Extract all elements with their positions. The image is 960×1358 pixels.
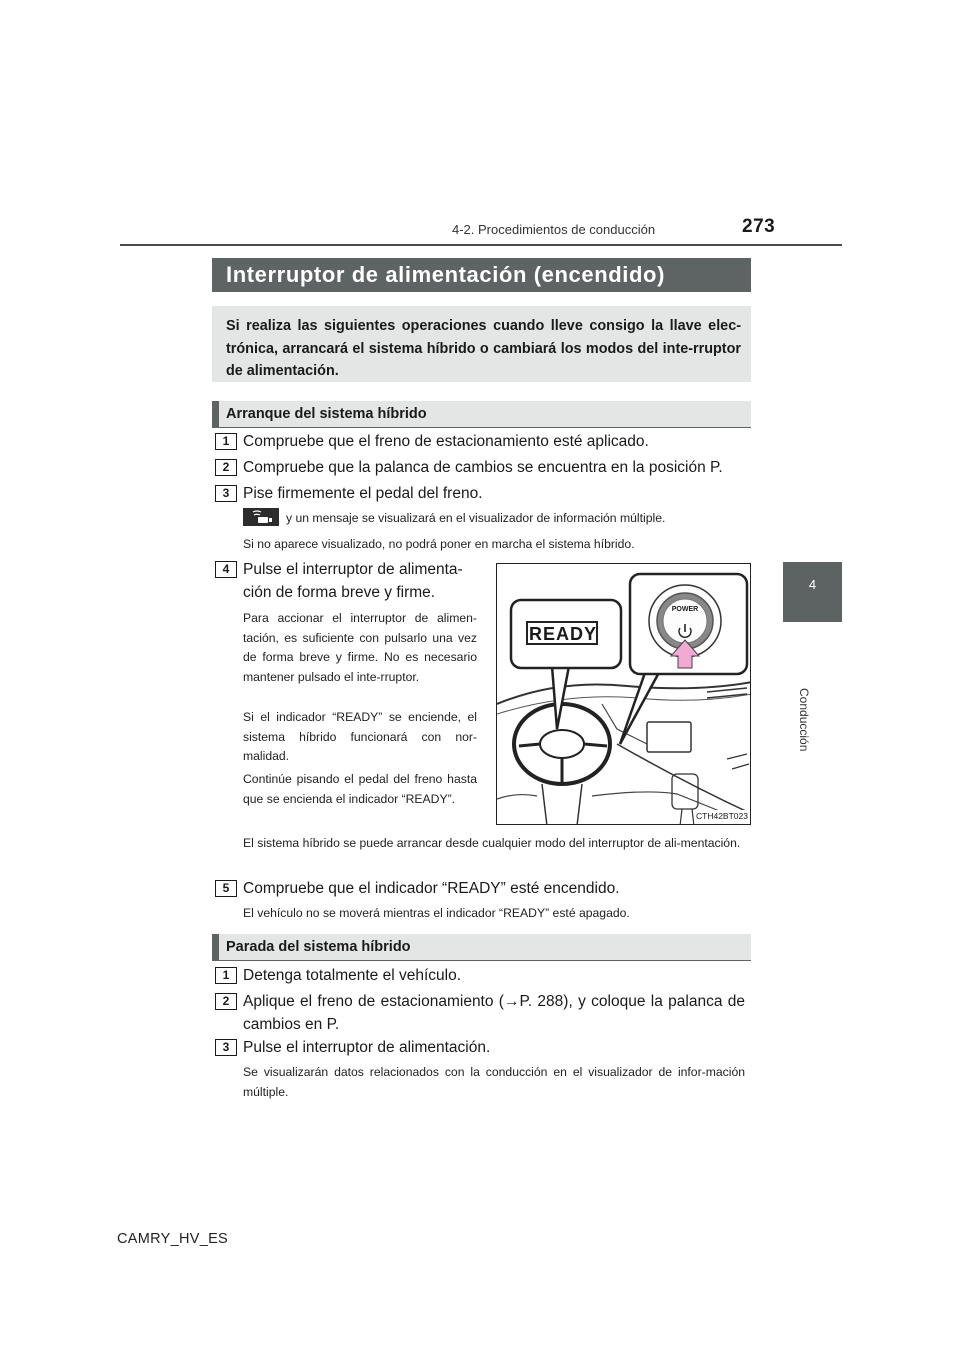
section-heading-stop: Parada del sistema híbrido (212, 934, 751, 960)
step-number: 4 (215, 561, 237, 578)
step-note: El sistema híbrido se puede arrancar desde cualquier modo del interruptor de ali-mentación. (243, 836, 741, 850)
section-heading-start: Arranque del sistema híbrido (212, 401, 751, 427)
step-text: cambios en P. (243, 1016, 340, 1033)
step-note: El vehículo no se moverá mientras el indicador “READY” esté apagado. (243, 906, 630, 920)
step-text: Compruebe que el indicador “READY” esté encendido. (243, 880, 620, 897)
page-number: 273 (742, 216, 776, 237)
header-divider (120, 244, 842, 246)
ready-indicator-label: READY (528, 624, 597, 644)
step-number: 3 (215, 485, 237, 502)
step-number: 3 (215, 1039, 237, 1056)
step-text: Compruebe que el freno de estacionamiento esté aplicado. (243, 433, 649, 450)
step-note: y un mensaje se visualizará en el visualizador de información múltiple. (286, 511, 666, 525)
intro-box: Si realiza las siguientes operaciones cuando lleve consigo la llave elec-trónica, arrancará el sistema híbrido o cambiará los modos del inte-rruptor de alimentación. (212, 306, 751, 382)
step-note: Continúe pisando el pedal del freno hasta que se encienda el indicador “READY”. (243, 772, 477, 806)
section-breadcrumb: 4-2. Procedimientos de conducción (452, 222, 656, 237)
chapter-tab[interactable] (783, 562, 842, 622)
dashboard-illustration (496, 563, 751, 825)
section-rule (212, 427, 751, 428)
step-note: Si no aparece visualizado, no podrá poner en marcha el sistema híbrido. (243, 537, 635, 551)
key-indicator-icon (243, 508, 279, 526)
chapter-number: 4 (808, 577, 817, 592)
step-text: Detenga totalmente el vehículo. (243, 967, 461, 984)
step-number: 2 (215, 993, 237, 1010)
step-text: Aplique el freno de estacionamiento (→P. 288), y coloque la palanca de (243, 993, 745, 1010)
step-number: 2 (215, 459, 237, 476)
step-note: Se visualizarán datos relacionados con la conducción en el visualizador de infor-mación múltiple. (243, 1065, 745, 1099)
step-note: Para accionar el interruptor de alimen-tación, es suficiente con pulsarlo una vez de forma breve y firme. No es necesario mantener pulsado el inte-rruptor. (243, 611, 477, 684)
step-text: ción de forma breve y firme. (243, 584, 436, 601)
chapter-label: Conducción (797, 688, 811, 752)
document-code: CAMRY_HV_ES (117, 1231, 229, 1247)
step-text: Pulse el interruptor de alimenta- (243, 561, 463, 578)
step-number: 1 (215, 967, 237, 984)
step-text: Compruebe que la palanca de cambios se encuentra en la posición P. (243, 459, 723, 476)
power-button-label: POWER (671, 606, 699, 613)
step-number: 1 (215, 433, 237, 450)
step-text: Pise firmemente el pedal del freno. (243, 485, 483, 502)
page-title: Interruptor de alimentación (encendido) (212, 258, 751, 292)
step-number: 5 (215, 880, 237, 897)
figure-code: CTH42BT023 (696, 811, 748, 821)
section-rule (212, 960, 751, 961)
step-note: Si el indicador “READY” se enciende, el sistema híbrido funcionará con nor-malidad. (243, 710, 477, 763)
step-text: Pulse el interruptor de alimentación. (243, 1039, 491, 1056)
